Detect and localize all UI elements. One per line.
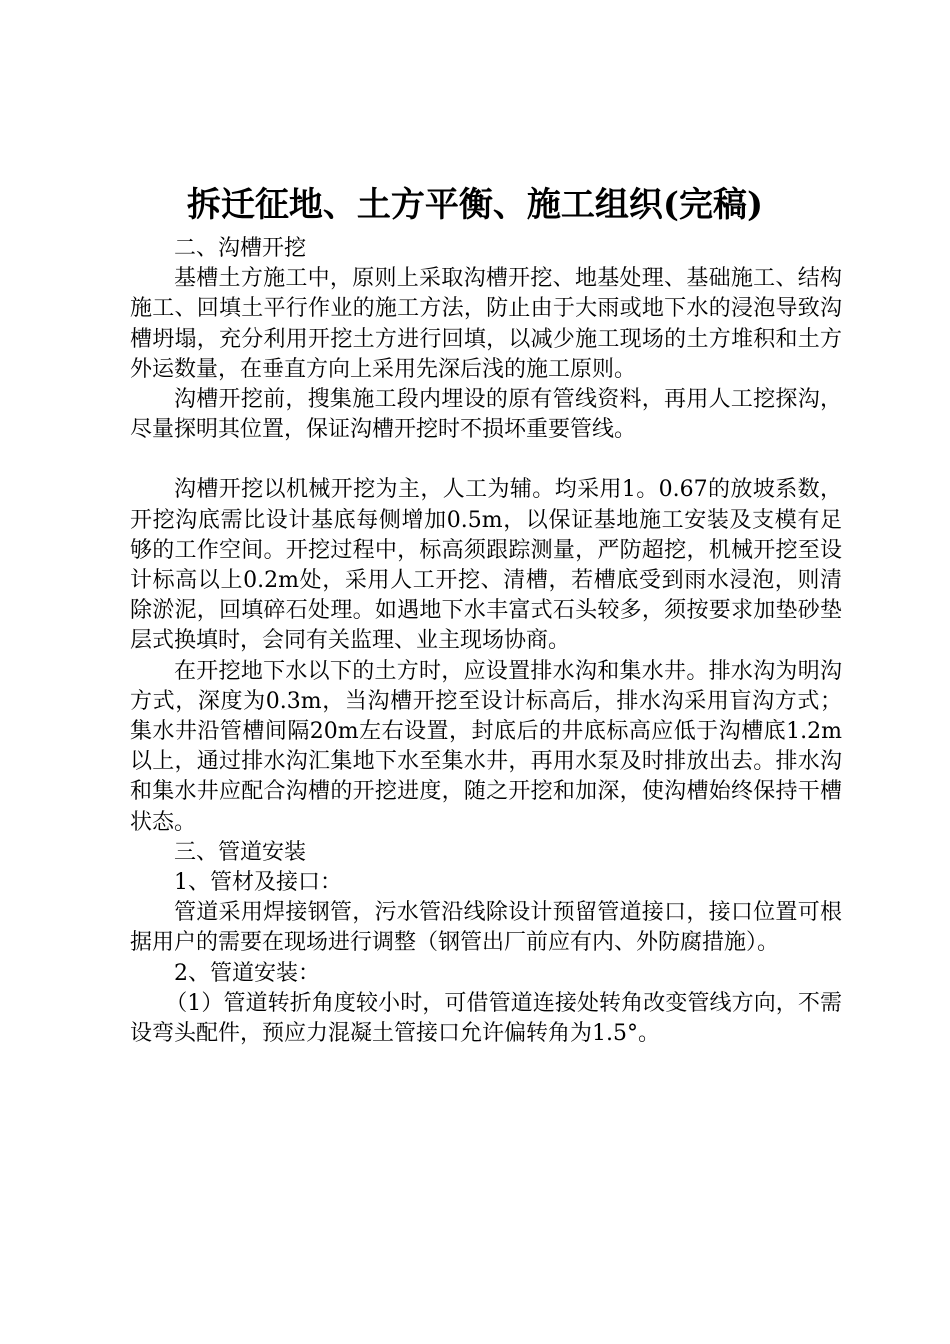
paragraph-pipe-material: 管道采用焊接钢管，污水管沿线除设计预留管道接口，接口位置可根据用户的需要在现场进行调整（钢管出厂前应有内、外防腐措施）。 — [130, 900, 842, 956]
section-heading-pipe-installation: 三、管道安装 — [174, 839, 307, 865]
paragraph-drainage: 在开挖地下水以下的土方时，应设置排水沟和集水井。排水沟为明沟方式，深度为0.3m，当沟槽开挖至设计标高后，排水沟采用盲沟方式；集水井沿管槽间隔20m左右设置，封底后的井底标高应低于沟槽底1.2m以上，通过排水沟汇集地下水至集水井，再用水泵及时排放出去。排水沟和集水井应配合沟槽的开挖进度，随之开挖和加深，使沟槽始终保持干槽状态。 — [130, 658, 842, 835]
document-title: 拆迁征地、土方平衡、施工组织(完稿) — [186, 185, 764, 225]
paragraph-pipe-deflection: （1）管道转折角度较小时，可借管道连接处转角改变管线方向，不需设弯头配件，预应力混凝土管接口允许偏转角为1.5°。 — [130, 990, 842, 1047]
paragraph-pre-excavation-survey: 沟槽开挖前，搜集施工段内埋设的原有管线资料，再用人工挖探沟，尽量探明其位置，保证沟槽开挖时不损坏重要管线。 — [130, 387, 842, 443]
paragraph-foundation-earthwork: 基槽土方施工中，原则上采取沟槽开挖、地基处理、基础施工、结构施工、回填土平行作业的施工方法，防止由于大雨或地下水的浸泡导致沟槽坍塌，充分利用开挖土方进行回填，以减少施工现场的土方堆积和土方外运数量，在垂直方向上采用先深后浅的施工原则。 — [130, 266, 842, 382]
subheading-pipe-installation: 2、管道安装： — [174, 960, 320, 986]
section-heading-trench-excavation: 二、沟槽开挖 — [174, 236, 307, 261]
document-body — [130, 234, 842, 1049]
paragraph-mechanical-excavation: 沟槽开挖以机械开挖为主，人工为辅。均采用1。0.67的放坡系数，开挖沟底需比设计基底每侧增加0.5m，以保证基地施工安装及支模有足够的工作空间。开挖过程中，标高须跟踪测量，严防超挖，机械开挖至设计标高以上0.2m处，采用人工开挖、清槽，若槽底受到雨水浸泡，则清除淤泥，回填碎石处理。如遇地下水丰富式石头较多，须按要求加垫砂垫层式换填时，会同有关监理、业主现场协商。 — [130, 477, 842, 654]
subheading-pipe-material: 1、管材及接口： — [174, 870, 342, 896]
